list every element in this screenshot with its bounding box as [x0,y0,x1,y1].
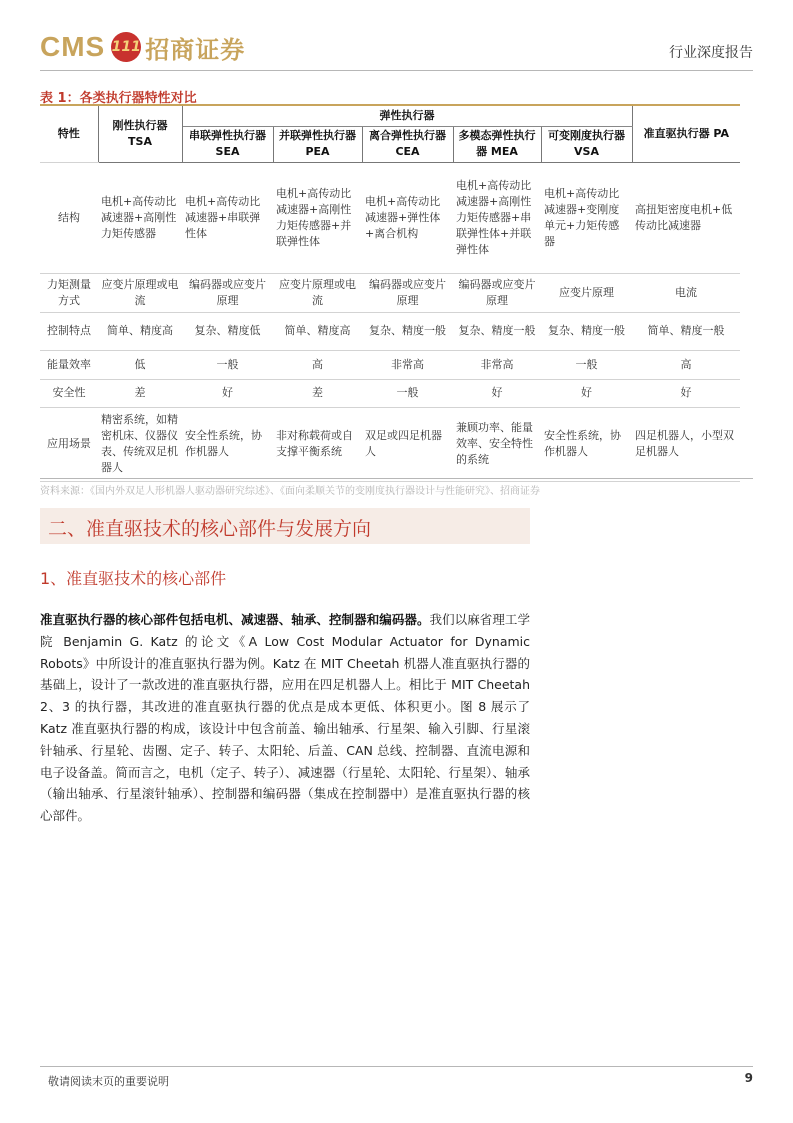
header-elastic-group: 弹性执行器 [182,105,632,126]
table-row [40,350,740,379]
table-cell: 电机+高传动比减速器+弹性体+离合机构 [362,162,453,273]
footer-divider [40,1066,753,1067]
table-cell: 编码器或应变片原理 [453,273,541,312]
table-cell: 好 [541,379,632,407]
table-cell: 兼顾功率、能量效率、安全特性的系统 [453,407,541,481]
header-vsa: 可变刚度执行器 VSA [541,126,632,162]
section-heading-bar [40,508,530,544]
row-feature: 应用场景 [40,407,98,481]
table-cell: 复杂、精度一般 [362,312,453,350]
table-cell: 四足机器人，小型双足机器人 [632,407,740,481]
table-cell: 双足或四足机器人 [362,407,453,481]
header-feature: 特性 [40,105,98,162]
row-feature: 力矩测量方式 [40,273,98,312]
table-source-note: 资料来源：《国内外双足人形机器人驱动器研究综述》、《面向柔顺关节的变刚度执行器设计与性能研究》、招商证券 [40,478,753,497]
cms-logo [40,30,245,64]
table-cell: 应变片原理 [541,273,632,312]
logo-cms-text: CMS [40,31,106,62]
table-cell: 好 [632,379,740,407]
table-cell: 编码器或应变片原理 [362,273,453,312]
table-cell: 电机+高传动比减速器+变刚度单元+力矩传感器 [541,162,632,273]
table-row [40,312,740,350]
header-pa: 准直驱执行器 PA [632,105,740,162]
table-title: 表 1：各类执行器特性对比 [40,91,197,106]
table-cell: 电流 [632,273,740,312]
table-cell: 高扭矩密度电机+低传动比减速器 [632,162,740,273]
table-cell: 电机+高传动比减速器+串联弹性体 [182,162,273,273]
body-paragraph [40,609,530,827]
table-row [40,162,740,273]
table-cell: 复杂、精度一般 [541,312,632,350]
report-type-label: 行业深度报告 [669,45,753,61]
table-cell: 差 [273,379,362,407]
header-cea: 离合弹性执行器 CEA [362,126,453,162]
table-cell: 安全性系统，协作机器人 [541,407,632,481]
table-cell: 复杂、精度低 [182,312,273,350]
actuator-comparison-table [40,104,740,482]
table-cell: 高 [632,350,740,379]
table-cell: 好 [182,379,273,407]
table-cell: 一般 [362,379,453,407]
table-cell: 非常高 [453,350,541,379]
header-pea: 并联弹性执行器 PEA [273,126,362,162]
subsection-title: 1、准直驱技术的核心部件 [40,569,227,588]
logo-emblem-icon: 111 [111,32,141,62]
table-cell: 好 [453,379,541,407]
footer-disclaimer: 敬请阅读末页的重要说明 [48,1075,169,1088]
page-header [40,22,753,72]
header-tsa: 刚性执行器 TSA [98,105,182,162]
table-cell: 电机+高传动比减速器+高刚性力矩传感器+并联弹性体 [273,162,362,273]
header-mea: 多模态弹性执行器 MEA [453,126,541,162]
table-row [40,407,740,481]
header-divider [40,70,753,71]
table-cell: 高 [273,350,362,379]
row-feature: 控制特点 [40,312,98,350]
table-cell: 简单、精度一般 [632,312,740,350]
row-feature: 结构 [40,162,98,273]
table-cell: 复杂、精度一般 [453,312,541,350]
table-cell: 非对称载荷或自支撑平衡系统 [273,407,362,481]
section-title: 二、准直驱技术的核心部件与发展方向 [48,518,372,540]
paragraph-body: 我们以麻省理工学院 Benjamin G. Katz 的论文《A Low Cost Modular Actuator for Dynamic Robots》中所设计的准直驱执行器为例。Katz 在 MIT Cheetah 机器人准直驱执行器的基础上，设计了一款改进的准直驱执行器，应用在四足机器人上。相比于 MIT Cheetah 2、3 的执行器，其改进的准直驱执行器的优点是成本更低、体积更小。图 8 展示了 Katz 准直驱执行器的构成，该设计中包含前盖、输出轴承、行星架、输入引脚、行星滚针轴承、行星轮、齿圈、定子、转子、太阳轮、后盖、CAN 总线、控制器、直流电源和电子设备盖。简而言之，电机（定子、转子）、减速器（行星轮、太阳轮、行星架）、轴承（输出轴承、行星滚针轴承）、控制器和编码器（集成在控制器中）是准直驱执行器的核心部件。 [40,612,530,824]
table-cell: 一般 [182,350,273,379]
page-number: 9 [744,1071,753,1085]
table-cell: 简单、精度高 [98,312,182,350]
table-cell: 简单、精度高 [273,312,362,350]
table-cell: 电机+高传动比减速器+高刚性力矩传感器 [98,162,182,273]
paragraph-lead-bold: 准直驱执行器的核心部件包括电机、减速器、轴承、控制器和编码器。 [40,612,430,627]
row-feature: 能量效率 [40,350,98,379]
table-cell: 应变片原理或电流 [98,273,182,312]
table-row [40,379,740,407]
table-cell: 一般 [541,350,632,379]
table-cell: 应变片原理或电流 [273,273,362,312]
logo-company-name: 招商证券 [145,35,246,64]
table-cell: 电机+高传动比减速器+高刚性力矩传感器+串联弹性体+并联弹性体 [453,162,541,273]
row-feature: 安全性 [40,379,98,407]
table-cell: 安全性系统，协作机器人 [182,407,273,481]
table-cell: 低 [98,350,182,379]
table-cell: 精密系统，如精密机床、仪器仪表、传统双足机器人 [98,407,182,481]
table-cell: 非常高 [362,350,453,379]
table-cell: 差 [98,379,182,407]
table-row [40,273,740,312]
table-cell: 编码器或应变片原理 [182,273,273,312]
header-sea: 串联弹性执行器 SEA [182,126,273,162]
